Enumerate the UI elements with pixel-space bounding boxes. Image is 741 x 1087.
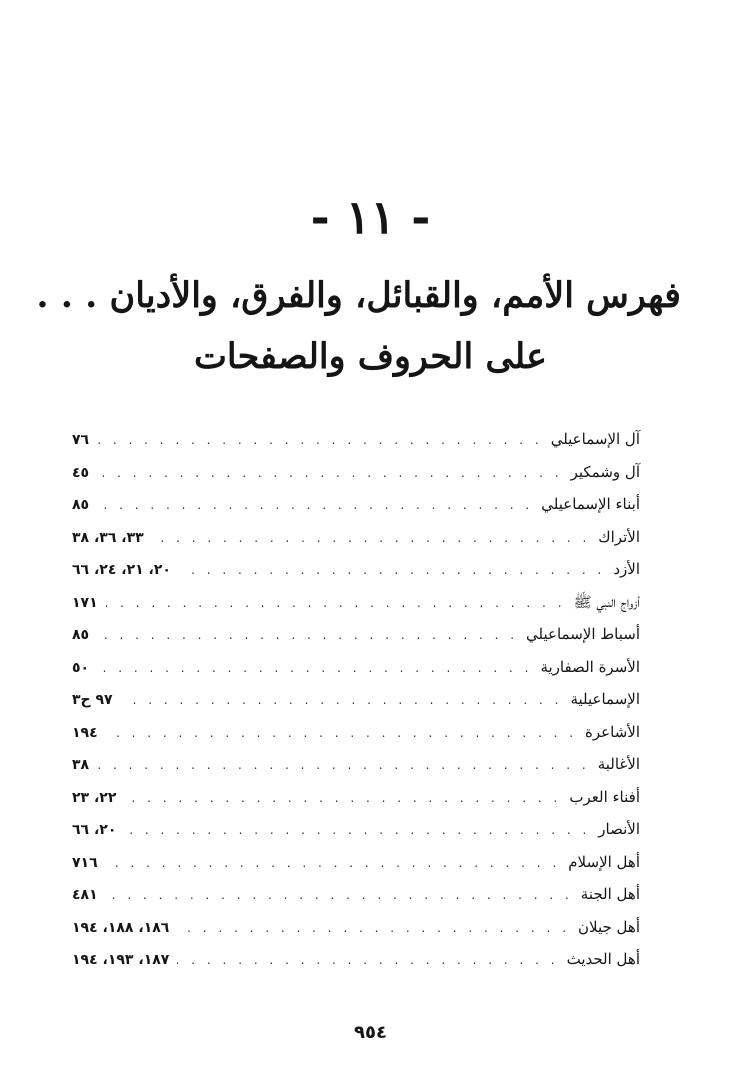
index-term: الأتراك bbox=[598, 527, 640, 546]
index-pages: ١٨٧، ١٩٣، ١٩٤ bbox=[72, 952, 170, 968]
index-entry bbox=[72, 625, 640, 658]
index-term: الأسرة الصفارية bbox=[540, 657, 640, 676]
dot-leader bbox=[106, 888, 573, 902]
index-entry bbox=[72, 885, 640, 918]
index-pages: ٥٠ bbox=[72, 659, 90, 676]
dot-leader bbox=[152, 531, 591, 545]
dot-leader bbox=[106, 726, 577, 740]
index-pages: ١٧١ bbox=[72, 594, 98, 611]
index-pages: ٨٥ bbox=[72, 627, 90, 643]
page-number: ٩٥٤ bbox=[354, 1022, 387, 1043]
index-pages: ٨٥ bbox=[72, 497, 90, 513]
index-entry bbox=[72, 820, 640, 853]
dot-leader bbox=[177, 953, 558, 967]
index-term: الأنصار bbox=[598, 820, 640, 838]
index-term: الأزد bbox=[613, 560, 640, 578]
index-pages: ٢٠، ٢١، ٢٤، ٦٦ bbox=[72, 562, 171, 578]
index-term: آل الإسماعيلي bbox=[550, 430, 640, 448]
dot-leader bbox=[121, 693, 563, 707]
page-subtitle: على الحروف والصفحات bbox=[193, 336, 548, 377]
index-entry bbox=[72, 950, 640, 983]
index-pages: ٤٨١ bbox=[72, 887, 98, 903]
index-entry bbox=[72, 755, 640, 788]
index-term: الإسماعيلية bbox=[570, 690, 640, 708]
dot-leader bbox=[124, 823, 590, 837]
index-entry bbox=[72, 723, 640, 756]
index-term: أهل جيلان bbox=[578, 917, 640, 936]
index-pages: ٢٢، ٢٣ bbox=[72, 789, 117, 806]
index-term: أزواج النبي ﷺ bbox=[573, 592, 640, 611]
index-pages: ٧٦ bbox=[72, 432, 90, 448]
chapter-number: - ١١ - bbox=[310, 190, 431, 244]
index-pages: ٤٥ bbox=[72, 464, 90, 481]
index-pages: ٩٧ ح٣ bbox=[72, 692, 113, 708]
index-entry bbox=[72, 463, 640, 496]
dot-leader bbox=[97, 661, 532, 675]
dot-leader bbox=[124, 791, 561, 805]
dot-leader bbox=[177, 921, 570, 935]
index-entry bbox=[72, 528, 640, 561]
index-term: الأغالبة bbox=[597, 755, 640, 773]
index-pages: ١٩٤ bbox=[72, 724, 98, 741]
index-pages: ٧١٦ bbox=[72, 854, 98, 871]
index-term: آل وشمكير bbox=[570, 462, 640, 481]
index-entry bbox=[72, 788, 640, 821]
index-entry bbox=[72, 430, 640, 463]
index-entry bbox=[72, 560, 640, 593]
index-term: أهل الحديث bbox=[566, 950, 640, 968]
dot-leader bbox=[179, 563, 605, 577]
index-entry bbox=[72, 593, 640, 626]
dot-leader bbox=[97, 628, 518, 642]
index-term: أبناء الإسماعيلي bbox=[541, 495, 640, 513]
index-entry bbox=[72, 918, 640, 951]
index-term: أهل الإسلام bbox=[568, 852, 640, 871]
index-pages: ٣٣، ٣٦، ٣٨ bbox=[72, 529, 144, 546]
page-title: فهرس الأمم، والقبائل، والفرق، والأديان . . . bbox=[36, 275, 681, 316]
index-term: أهل الجنة bbox=[580, 885, 640, 903]
dot-leader bbox=[97, 433, 543, 447]
dot-leader bbox=[97, 498, 533, 512]
index-term: أسباط الإسماعيلي bbox=[526, 625, 640, 643]
index-pages: ٣٨ bbox=[72, 757, 90, 773]
index-entry bbox=[72, 690, 640, 723]
index-pages: ٢٠، ٦٦ bbox=[72, 822, 117, 838]
dot-leader bbox=[106, 856, 561, 870]
dot-leader bbox=[97, 466, 563, 480]
index-term: الأشاعرة bbox=[585, 722, 640, 741]
index-entry bbox=[72, 853, 640, 886]
index-list bbox=[72, 430, 640, 983]
index-term: أفناء العرب bbox=[569, 787, 640, 806]
dot-leader bbox=[106, 596, 566, 610]
dot-leader bbox=[97, 758, 590, 772]
index-entry bbox=[72, 658, 640, 691]
index-entry bbox=[72, 495, 640, 528]
index-pages: ١٨٦، ١٨٨، ١٩٤ bbox=[72, 919, 170, 936]
